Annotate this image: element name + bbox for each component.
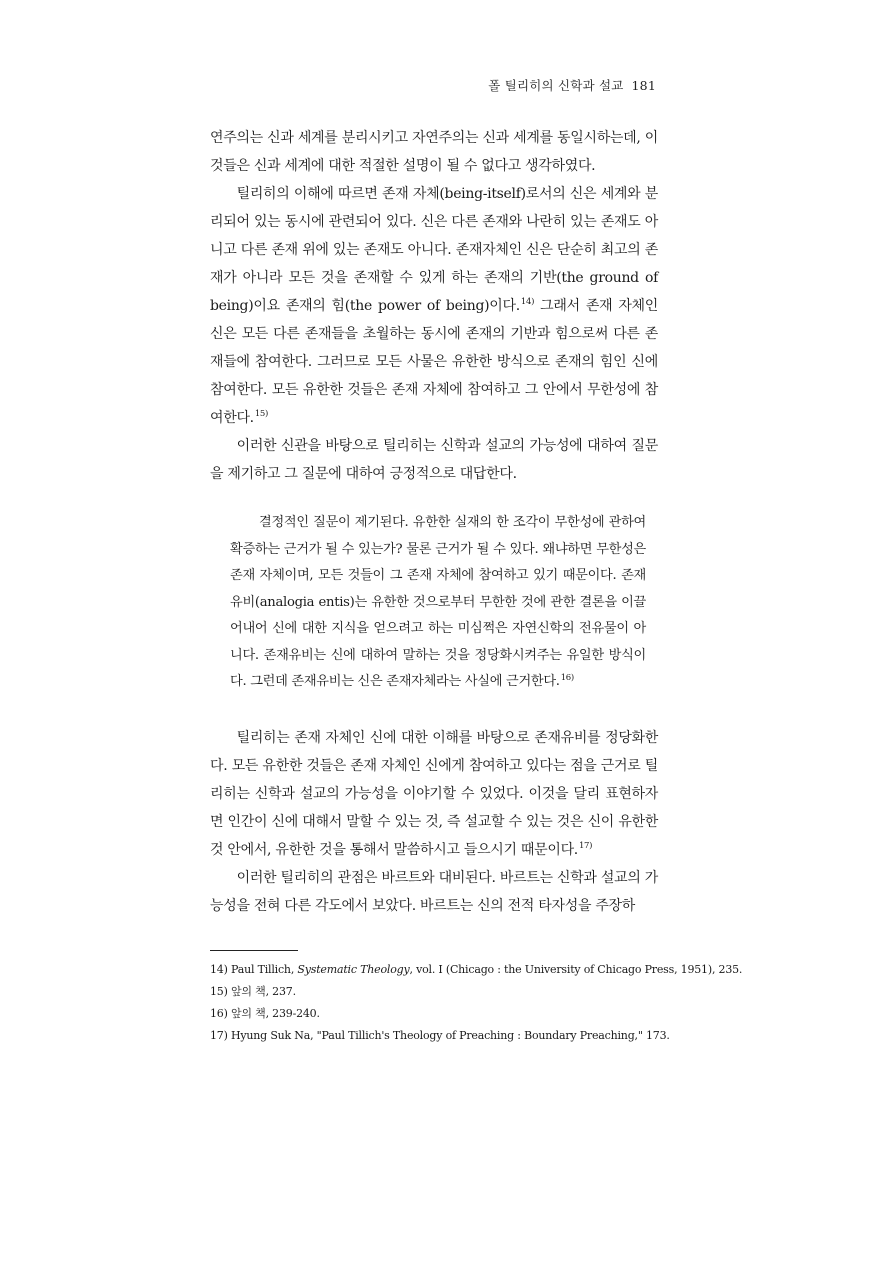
paragraph-question-intro (210, 432, 658, 488)
footnote-text: , vol. I (Chicago : the University of Chicago Press, 1951), 235. (409, 962, 743, 976)
paragraph-text: 틸리히는 존재 자체인 신에 대한 이해를 바탕으로 존재유비를 정당화한다. 모든 유한한 것들은 존재 자체인 신에게 참여하고 있다는 점을 근거로 틸리히는 신학과 설교의 가능성을 이야기할 수 있었다. 이것을 달리 표현하자면 인간이 신에 대해서 말할 수 있는 것, 즉 설교할 수 있는 것은 신이 유한한 것 안에서, 유한한 것을 통해서 말씀하시고 들으시기 때문이다. (210, 729, 658, 858)
block-quotation (230, 510, 646, 696)
quotation-text: 결정적인 질문이 제기된다. 유한한 실재의 한 조각이 무한성에 관하여 확증하는 근거가 될 수 있는가? 물론 근거가 될 수 있다. 왜냐하면 무한성은 존재 자체이며, 모든 것들이 그 존재 자체에 참여하고 있기 때문이다. 존재유비(analogia entis)는 유한한 것으로부터 무한한 것에 관한 결론을 이끌어내어 신에 대한 지식을 얻으려고 하는 미심쩍은 자연신학의 전유물이 아니다. 존재유비는 신에 대하여 말하는 것을 정당화시켜주는 유일한 방식이다. 그런데 존재유비는 신은 존재자체라는 사실에 근거한다. (230, 515, 646, 689)
footnotes (210, 959, 743, 1047)
footnote-ref-14[interactable]: 14) (520, 297, 535, 308)
footnote-text: Hyung Suk Na, "Paul Tillich's Theology of Preaching : Boundary Preaching," 173. (231, 1028, 670, 1042)
footnote-marker: 16) (210, 1006, 228, 1020)
footnote-text: Paul Tillich, (231, 962, 298, 976)
paragraph-being-itself (210, 180, 658, 432)
footnote-16 (210, 1003, 658, 1025)
footnote-17 (210, 1025, 670, 1047)
footnote-15 (210, 981, 658, 1003)
footnote-marker: 17) (210, 1028, 228, 1042)
body-text (210, 124, 743, 1047)
paragraph-continued (210, 124, 658, 180)
footnote-marker: 15) (210, 984, 228, 998)
footnote-14 (210, 959, 743, 981)
footnote-ref-17[interactable]: 17) (578, 840, 593, 851)
paragraph-analogy-of-being (210, 724, 658, 864)
paragraph-text: 이러한 신관을 바탕으로 틸리히는 신학과 설교의 가능성에 대하여 질문을 제기하고 그 질문에 대하여 긍정적으로 대답한다. (210, 438, 658, 482)
footnote-text: 앞의 책, 237. (231, 984, 296, 998)
paragraph-text: 연주의는 신과 세계를 분리시키고 자연주의는 신과 세계를 동일시하는데, 이것들은 신과 세계에 대한 적절한 설명이 될 수 없다고 생각하였다. (210, 130, 658, 174)
footnote-marker: 14) (210, 962, 228, 976)
paragraph-text-continued: 그래서 존재 자체인 신은 모든 다른 존재들을 초월하는 동시에 존재의 기반과 힘으로써 다른 존재들에 참여한다. 그러므로 모든 사물은 유한한 방식으로 존재의 힘인 신에 참여한다. 모든 유한한 것들은 존재 자체에 참여하고 그 안에서 무한성에 참여한다. (210, 298, 658, 426)
paragraph-barth-contrast (210, 864, 658, 920)
running-header (488, 76, 656, 94)
paragraph-text: 틸리히의 이해에 따르면 존재 자체(being-itself)로서의 신은 세계와 분리되어 있는 동시에 관련되어 있다. 신은 다른 존재와 나란히 있는 존재도 아니고 다른 존재 위에 있는 존재도 아니다. 존재자체인 신은 단순히 최고의 존재가 아니라 모든 것을 존재할 수 있게 하는 존재의 기반(the ground of being)이요 존재의 힘(the power of being)이다. (210, 186, 658, 314)
footnote-book-title: Systematic Theology (297, 962, 410, 976)
footnote-ref-15[interactable]: 15) (254, 409, 269, 420)
page-number: 181 (631, 78, 656, 93)
running-title: 폴 틸리히의 신학과 설교 (488, 78, 624, 93)
footnote-divider (210, 950, 298, 951)
footnote-ref-16[interactable]: 16) (560, 672, 574, 683)
paragraph-text: 이러한 틸리히의 관점은 바르트와 대비된다. 바르트는 신학과 설교의 가능성을 전혀 다른 각도에서 보았다. 바르트는 신의 전적 타자성을 주장하 (210, 869, 658, 914)
footnote-text: 앞의 책, 239-240. (231, 1006, 320, 1020)
